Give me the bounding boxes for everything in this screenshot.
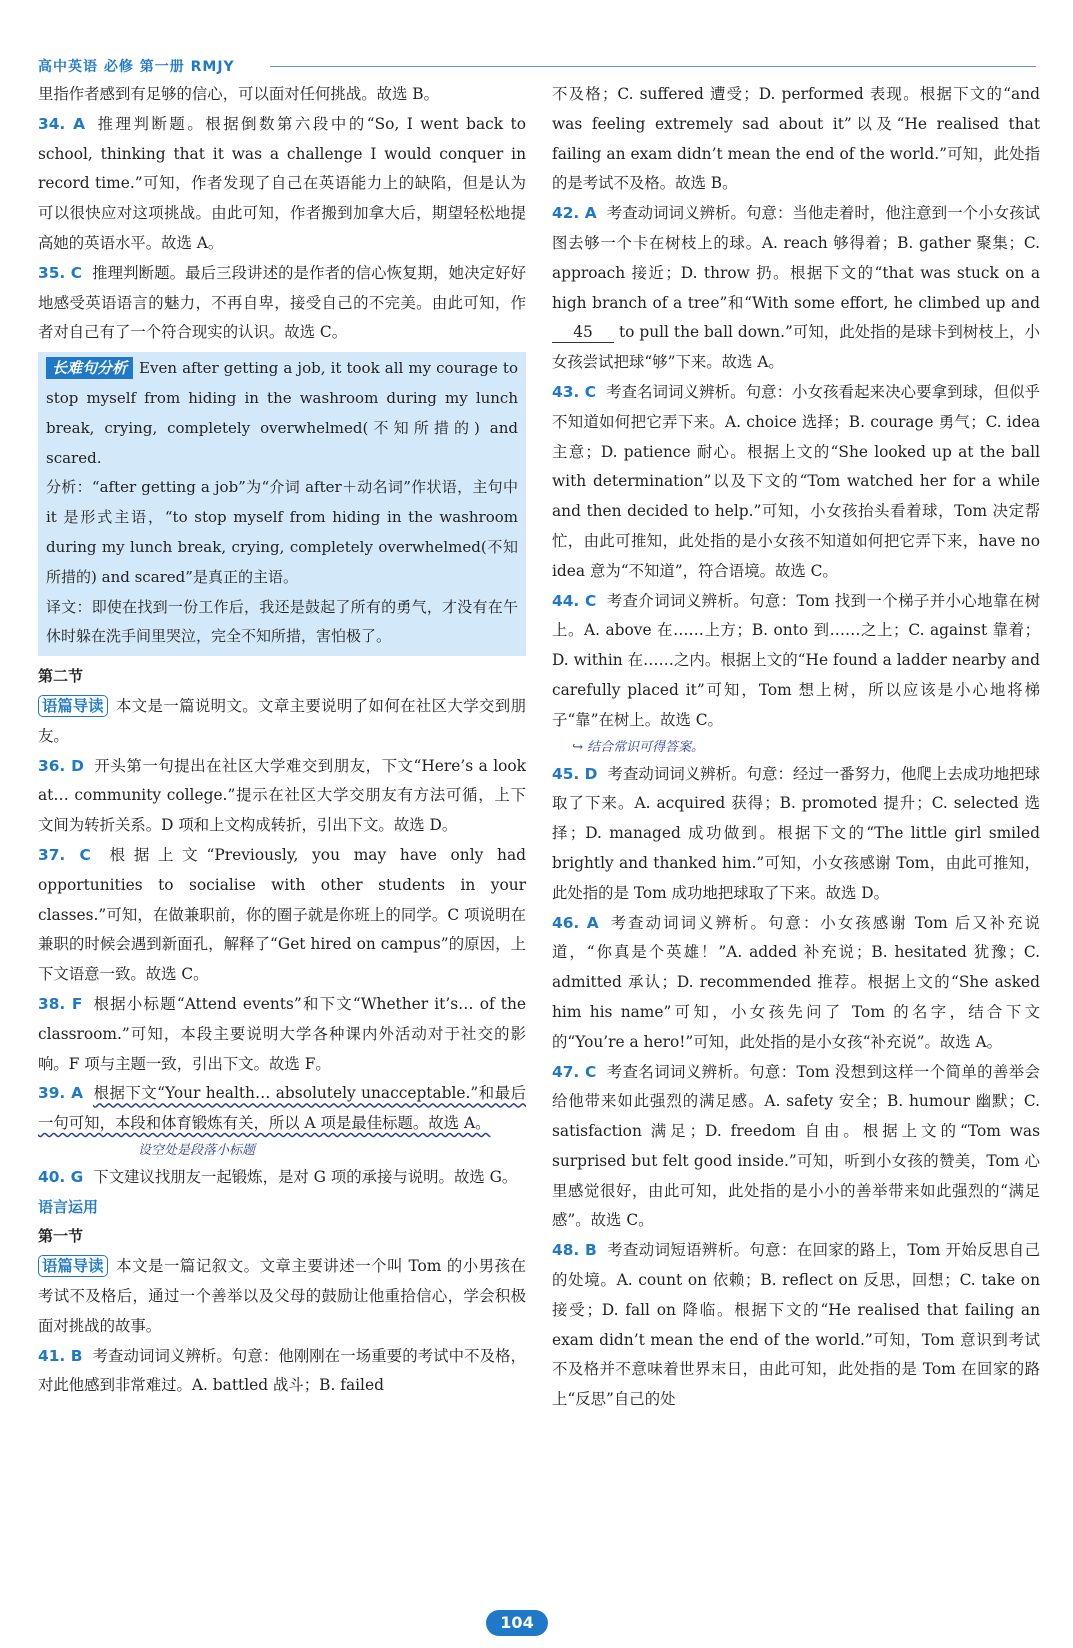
- handwritten-note-44-text: 结合常识可得答案。: [587, 739, 705, 755]
- long-sentence-tag: 长难句分析: [46, 357, 133, 379]
- answer-48-text: 考查动词短语辨析。句意：在回家的路上，Tom 开始反思自己的处境。A. count on 依赖；B. reflect on 反思，回想；C. take on 接受；D. fall on 降临。根据下文的“He realised that failing an exam didn’t mean the end of the world.”可知，Tom 意识到考试不及格并不意味着世界末日，由此可知，此处指的是 Tom 在回家的路上“反思”自己的处: [552, 1241, 1040, 1409]
- answer-36-number: 36. D: [38, 756, 84, 775]
- handwritten-note-39: 设空处是段落小标题: [138, 1142, 256, 1158]
- answer-36-text: 开头第一句提出在社区大学难交到朋友，下文“Here’s a look at… community college.”提示在社区大学交朋友有方法可循，上下文间为转折关系。D 项和上文构成转折，引出下文。故选 D。: [38, 756, 526, 835]
- header-rule: [270, 66, 1036, 67]
- answer-35-text: 推理判断题。最后三段讲述的是作者的信心恢复期，她决定好好地感受英语语言的魅力，不再自卑，接受自己的不完美。由此可知，作者对自己有了一个符合现实的认识。故选 C。: [38, 263, 526, 342]
- answer-40-number: 40. G: [38, 1167, 84, 1186]
- answer-42: [552, 199, 1040, 378]
- answer-48: [552, 1236, 1040, 1415]
- sentence-analysis: 分析：“after getting a job”为“介词 after＋动名词”作状语，主句中 it 是形式主语，“to stop myself from hiding in the washroom during my lunch break, crying, completely overwhelmed(不知所措的) and scared”是真正的主语。: [46, 478, 518, 586]
- answer-44: [552, 587, 1040, 736]
- answer-39-text: 根据下文“Your health… absolutely unacceptable.”和最后一句可知，本段和体育锻炼有关，所以 A 项是最佳标题。故选 A。: [38, 1084, 526, 1133]
- answer-38-text: 根据小标题“Attend events”和下文“Whether it’s… of the classroom.”可知，本段主要说明大学各种课内外活动对于社交的影响。F 项与主题一致，引出下文。故选 F。: [38, 994, 526, 1073]
- answer-37: [38, 841, 526, 990]
- passage-guide-1-text: 本文是一篇说明文。文章主要说明了如何在社区大学交到朋友。: [38, 696, 526, 745]
- answer-40-text: 下文建议找朋友一起锻炼，是对 G 项的承接与说明。故选 G。: [93, 1167, 518, 1186]
- long-sentence-text: Even after getting a job, it took all my courage to stop myself from hiding in the washroom during my lunch break, crying, completely overwhelmed(不知所措的) and scared.: [46, 359, 518, 467]
- answer-44-number: 44. C: [552, 591, 597, 610]
- answer-45: [552, 760, 1040, 909]
- header-title: 高中英语 必修 第一册 RMJY: [38, 59, 235, 75]
- answer-41-number: 41. B: [38, 1346, 83, 1365]
- answer-37-number: 37. C: [38, 845, 91, 864]
- passage-guide-1: [38, 692, 526, 752]
- note-arrow-icon: ↪: [572, 739, 583, 755]
- page-header: [38, 56, 1038, 78]
- answer-48-number: 48. B: [552, 1241, 597, 1260]
- answer-47: [552, 1058, 1040, 1237]
- answer-46-number: 46. A: [552, 913, 599, 932]
- right-column: [552, 80, 1040, 1415]
- answer-35: [38, 259, 526, 348]
- section-heading-1: 第一节: [38, 1227, 84, 1246]
- right-continuation: 不及格；C. suffered 遭受；D. performed 表现。根据下文的“and was feeling extremely sad about it”以及“He realised that failing an exam didn’t mean the end of the world.”可知，此处指的是考试不及格。故选 B。: [552, 85, 1040, 193]
- left-continuation: 里指作者感到有足够的信心，可以面对任何挑战。故选 B。: [38, 85, 439, 103]
- answer-46-text: 考查动词词义辨析。句意：小女孩感谢 Tom 后又补充说道，“你真是个英雄！”A. added 补充说；B. hesitated 犹豫；C. admitted 承认；D. recommended 推荐。根据上文的“She asked him his name”可知，小女孩先问了 Tom 的名字，结合下文的“You’re a hero!”可知，此处指的是小女孩“补充说”。故选 A。: [552, 913, 1040, 1051]
- left-column: [38, 80, 526, 1401]
- answer-41: [38, 1342, 526, 1402]
- answer-38: [38, 990, 526, 1079]
- passage-guide-2: [38, 1252, 526, 1341]
- answer-47-text: 考查名词词义辨析。句意：Tom 没想到这样一个简单的善举会给他带来如此强烈的满足感。A. safety 安全；B. humour 幽默；C. satisfaction 满足；D. freedom 自由。根据上文的“Tom was surprised but felt good inside.”可知，听到小女孩的赞美，Tom 心里感觉很好，由此可知，此处指的是小小的善举带来如此强烈的“满足感”。故选 C。: [552, 1062, 1040, 1230]
- section-heading-2: 第二节: [38, 667, 84, 686]
- page-number: 104: [486, 1610, 548, 1636]
- handwritten-note-44: [572, 736, 1040, 760]
- answer-34-text: 推理判断题。根据倒数第六段中的“So, I went back to school, thinking that it was a challenge I would conquer in record time.”可知，作者发现了自己在英语能力上的缺陷，但是认为可以很快应对这项挑战。由此可知，作者搬到加拿大后，期望轻松地提高她的英语水平。故选 A。: [38, 114, 526, 252]
- long-sentence-analysis-box: [38, 352, 526, 656]
- answer-36: [38, 752, 526, 841]
- answer-43-text: 考查名词词义辨析。句意：小女孩看起来决心要拿到球，但似乎不知道如何把它弄下来。A. choice 选择；B. courage 勇气；C. idea 主意；D. patience 耐心。根据上文的“She looked up at the ball with determination”以及下文的“Tom watched her for a while and then decided to help.”可知，小女孩抬头看着球，Tom 决定帮忙，由此可推知，此处指的是小女孩不知道如何把它弄下来，have no idea 意为“不知道”，符合语境。故选 C。: [552, 382, 1040, 580]
- answer-45-number: 45. D: [552, 764, 598, 783]
- answer-34-number: 34. A: [38, 114, 86, 133]
- passage-guide-1-tag: 语篇导读: [38, 695, 108, 717]
- long-sentence: [46, 354, 518, 473]
- answer-42-text-b: to pull the ball down.”可知，此处指的是球卡到树枝上，小女孩尝试把球“够”下来。故选 A。: [552, 323, 1040, 372]
- passage-guide-2-tag: 语篇导读: [38, 1255, 108, 1277]
- answer-40: [38, 1163, 526, 1193]
- answer-47-number: 47. C: [552, 1062, 597, 1081]
- answer-42-number: 42. A: [552, 204, 597, 223]
- answer-43: [552, 378, 1040, 587]
- answer-39: [38, 1079, 526, 1139]
- answer-42-text-a: 考查动词词义辨析。句意：当他走着时，他注意到一个小女孩试图去够一个卡在树枝上的球。A. reach 够得着；B. gather 聚集；C. approach 接近；D. throw 扔。根据下文的“that was stuck on a high branch of a tree”和“With some effort, he climbed up and: [552, 204, 1040, 312]
- blank-45: 45: [552, 322, 614, 343]
- section-heading-language-use: 语言运用: [38, 1197, 99, 1216]
- answer-35-number: 35. C: [38, 263, 83, 282]
- answer-34: [38, 110, 526, 259]
- answer-46: [552, 909, 1040, 1058]
- passage-guide-2-text: 本文是一篇记叙文。文章主要讲述一个叫 Tom 的小男孩在考试不及格后，通过一个善举以及父母的鼓励让他重拾信心，学会积极面对挑战的故事。: [38, 1257, 526, 1335]
- answer-44-text: 考查介词词义辨析。句意：Tom 找到一个梯子并小心地靠在树上。A. above 在……上方；B. onto 到……之上；C. against 靠着；D. within 在……之内。根据上文的“He found a ladder nearby and carefully placed it”可知，Tom 想上树，所以应该是小心地将梯子“靠”在树上。故选 C。: [552, 591, 1040, 729]
- sentence-translation: 译文：即使在找到一份工作后，我还是鼓起了所有的勇气，才没有在午休时躲在洗手间里哭泣，完全不知所措，害怕极了。: [46, 597, 518, 646]
- answer-38-number: 38. F: [38, 994, 83, 1013]
- answer-43-number: 43. C: [552, 382, 597, 401]
- answer-41-text: 考查动词词义辨析。句意：他刚刚在一场重要的考试中不及格，对此他感到非常难过。A. battled 战斗；B. failed: [38, 1346, 526, 1395]
- answer-45-text: 考查动词词义辨析。句意：经过一番努力，他爬上去成功地把球取了下来。A. acquired 获得；B. promoted 提升；C. selected 选择；D. managed 成功做到。根据下文的“The little girl smiled brightly and thanked him.”可知，小女孩感谢 Tom，由此可推知，此处指的是 Tom 成功地把球取了下来。故选 D。: [552, 764, 1040, 902]
- answer-39-number: 39. A: [38, 1084, 84, 1103]
- answer-37-text: 根据上文“Previously, you may have only had opportunities to socialise with other students in your classes.”可知，在做兼职前，你的圈子就是你班上的同学。C 项说明在兼职的时候会遇到新面孔，解释了“Get hired on campus”的原因，上下文语意一致。故选 C。: [38, 845, 526, 984]
